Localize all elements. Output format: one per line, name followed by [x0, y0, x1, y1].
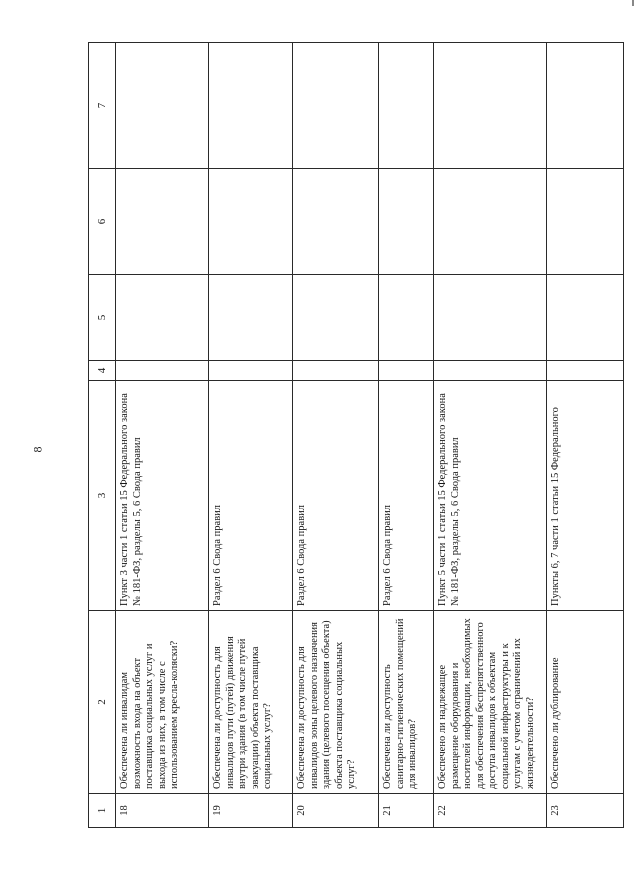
answer-cell-7: [434, 43, 547, 169]
answer-cell-7: [547, 43, 624, 169]
answer-cell-4: [547, 361, 624, 381]
answer-cell-6: [547, 169, 624, 275]
scan-mark: [632, 0, 634, 6]
table-row: [209, 43, 293, 828]
answer-cell-5: [547, 275, 624, 361]
table-row: [293, 43, 379, 828]
answer-cell-4: [209, 361, 293, 381]
header-cell-3: 3: [89, 381, 116, 611]
table-row: [547, 43, 624, 828]
question-cell: Обеспечено ли надлежащее размещение оборудования и носителей информации, необходимых для обеспечения беспрепятственного доступа инвалидов к объектам социальной инфраструктуры и к услугам с учетом ограничений их жизнедеятельности?: [434, 611, 547, 794]
answer-cell-5: [379, 275, 434, 361]
question-cell: Обеспечено ли дублирование: [547, 611, 624, 794]
table-row: [379, 43, 434, 828]
answer-cell-6: [116, 169, 209, 275]
answer-cell-6: [209, 169, 293, 275]
question-cell: Обеспечена ли инвалидам возможность входа на объект поставщика социальных услуг и выхода из них, в том числе с использованием кресла-коляски?: [116, 611, 209, 794]
answer-cell-5: [434, 275, 547, 361]
row-number: 21: [379, 794, 434, 828]
question-cell: Обеспечена ли доступность санитарно-гигиенических помещений для инвалидов?: [379, 611, 434, 794]
header-cell-4: 4: [89, 361, 116, 381]
checklist-table-rotated: [88, 43, 618, 828]
table-row: [434, 43, 547, 828]
row-number: 18: [116, 794, 209, 828]
answer-cell-6: [434, 169, 547, 275]
row-number: 20: [293, 794, 379, 828]
reference-cell: Раздел 6 Свода правил: [379, 381, 434, 611]
header-cell-1: 1: [89, 794, 116, 828]
table-row: [116, 43, 209, 828]
header-row: [89, 43, 116, 828]
reference-cell: Пункты 6, 7 части 1 статьи 15 Федерального: [547, 381, 624, 611]
header-cell-2: 2: [89, 611, 116, 794]
answer-cell-7: [379, 43, 434, 169]
header-cell-5: 5: [89, 275, 116, 361]
header-cell-6: 6: [89, 169, 116, 275]
answer-cell-7: [209, 43, 293, 169]
answer-cell-7: [293, 43, 379, 169]
answer-cell-6: [293, 169, 379, 275]
row-number: 23: [547, 794, 624, 828]
question-cell: Обеспечена ли доступность для инвалидов пути (путей) движения внутри здания (в том числе путей эвакуации) объекта поставщика социальных услуг?: [209, 611, 293, 794]
answer-cell-4: [293, 361, 379, 381]
answer-cell-5: [209, 275, 293, 361]
reference-cell: Пункт 5 части 1 статьи 15 Федерального закона № 181-ФЗ, разделы 5, 6 Свода правил: [434, 381, 547, 611]
answer-cell-7: [116, 43, 209, 169]
reference-cell: Пункт 3 части 1 статьи 15 Федерального закона № 181-ФЗ, разделы 5, 6 Свода правил: [116, 381, 209, 611]
page-number: 8: [30, 446, 45, 453]
answer-cell-6: [379, 169, 434, 275]
answer-cell-5: [293, 275, 379, 361]
reference-cell: Раздел 6 Свода правил: [293, 381, 379, 611]
row-number: 19: [209, 794, 293, 828]
answer-cell-4: [434, 361, 547, 381]
reference-cell: Раздел 6 Свода правил: [209, 381, 293, 611]
checklist-table: [88, 42, 624, 828]
answer-cell-5: [116, 275, 209, 361]
answer-cell-4: [379, 361, 434, 381]
answer-cell-4: [116, 361, 209, 381]
question-cell: Обеспечена ли доступность для инвалидов зоны целевого назначения здания (целевого посещения объекта) объекта поставщика социальных услуг?: [293, 611, 379, 794]
header-cell-7: 7: [89, 43, 116, 169]
row-number: 22: [434, 794, 547, 828]
